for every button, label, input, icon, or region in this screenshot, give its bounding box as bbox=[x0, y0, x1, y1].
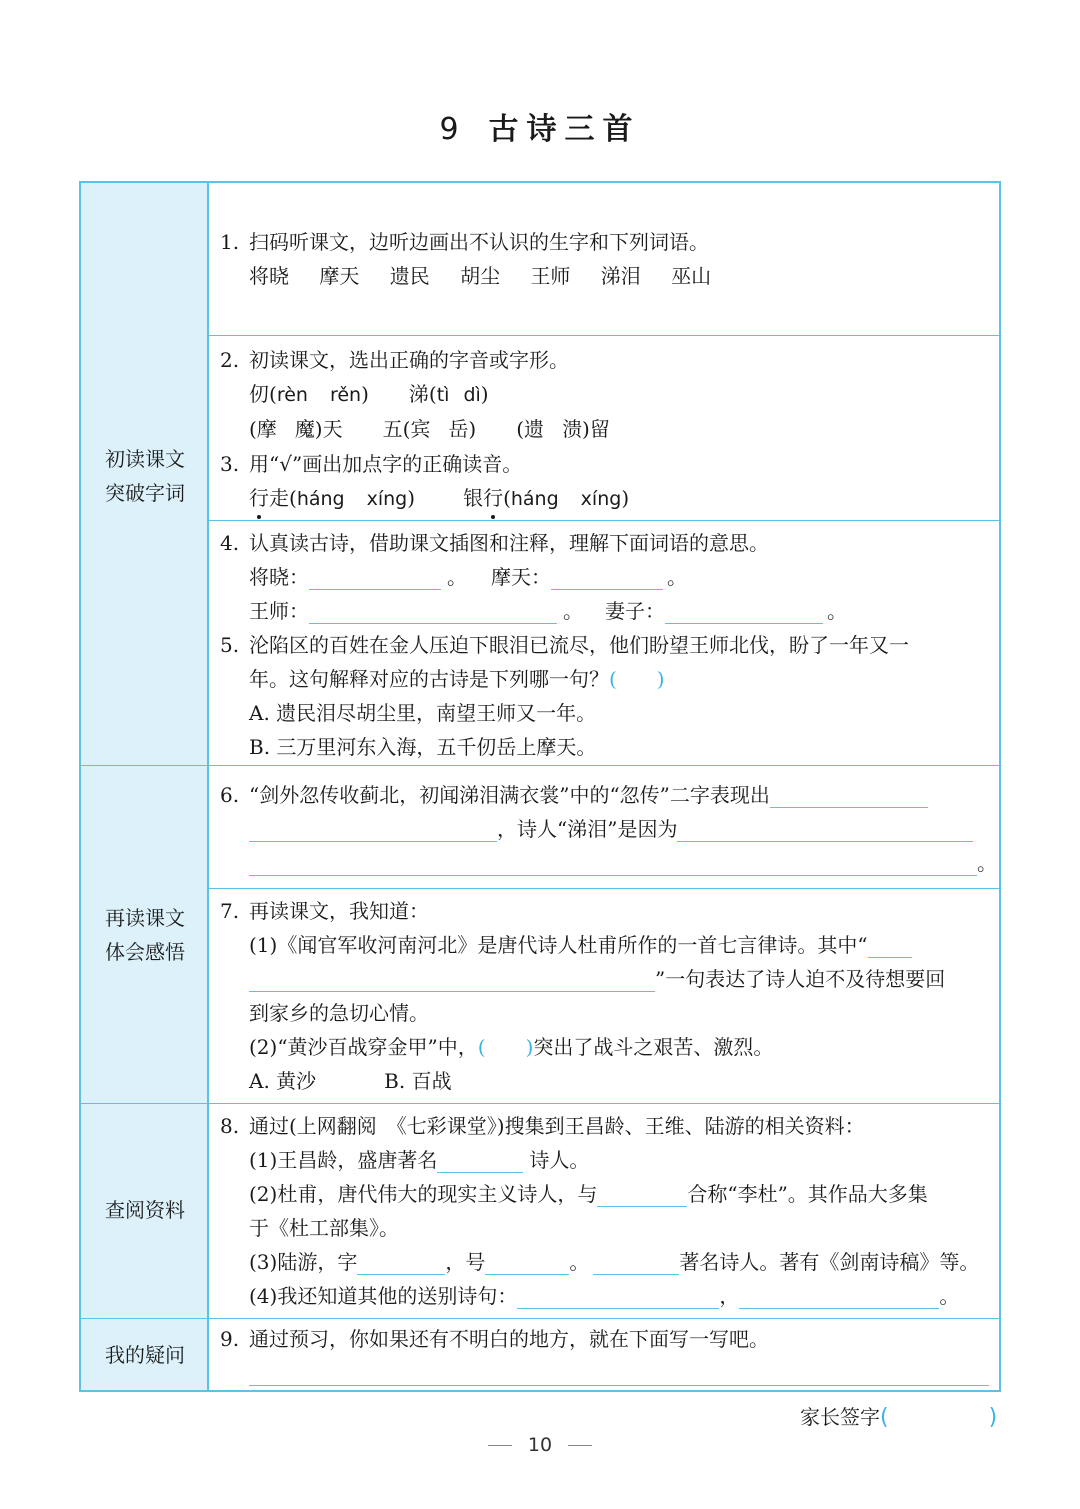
lesson-title: 古诗三首 bbox=[488, 112, 641, 147]
question-6: 6. “剑外忽传收蓟北，初闻涕泪满衣裳”中的“忽传”二字表现出 bbox=[220, 782, 928, 808]
word: 涕泪 bbox=[600, 264, 641, 288]
answer-blank[interactable] bbox=[309, 568, 441, 590]
q4-line-1: 将晓： 。 摩天： 。 bbox=[249, 565, 687, 589]
q5-option-b[interactable]: B. 三万里河东入海，五千仞岳上摩天。 bbox=[249, 735, 597, 759]
answer-blank[interactable] bbox=[437, 1151, 523, 1173]
word: 巫山 bbox=[671, 264, 712, 288]
page-number: 10 bbox=[0, 1434, 1080, 1456]
question-3: 3. 用“√”画出加点字的正确读音。 bbox=[220, 452, 523, 476]
answer-blank[interactable] bbox=[770, 786, 928, 808]
q4-line-2: 王师： 。 妻子： 。 bbox=[249, 599, 847, 623]
q6-line-2: ，诗人“涕泪”是因为 bbox=[249, 816, 973, 842]
divider bbox=[81, 1103, 999, 1104]
q8-part-4: (4)我还知道其他的送别诗句： ， 。 bbox=[249, 1284, 960, 1308]
answer-paren[interactable]: ( ) bbox=[609, 667, 665, 691]
divider bbox=[209, 520, 999, 521]
pinyin-option[interactable]: rěn bbox=[329, 384, 362, 406]
pinyin-option[interactable]: tì bbox=[436, 384, 450, 406]
char-option[interactable]: (摩 bbox=[249, 417, 277, 441]
q8-part-2-cont: 于《杜工部集》。 bbox=[249, 1216, 399, 1240]
q5-option-a[interactable]: A. 遗民泪尽胡尘里，南望王师又一年。 bbox=[249, 701, 597, 725]
word: 摩天 bbox=[319, 264, 360, 288]
q7-part-1-end: 到家乡的急切心情。 bbox=[249, 1001, 429, 1025]
q7-option-a[interactable]: A. 黄沙 bbox=[249, 1069, 317, 1093]
pinyin-option[interactable]: rèn bbox=[276, 384, 308, 406]
divider bbox=[81, 1318, 999, 1319]
answer-blank[interactable] bbox=[249, 970, 655, 992]
q2-character-line bbox=[249, 416, 610, 442]
char-option[interactable]: 溃)留 bbox=[562, 417, 610, 441]
char-option[interactable]: 魔)天 bbox=[294, 417, 343, 441]
q3-pinyin-line: 行走(háng xíng) 银行(háng xíng) bbox=[249, 486, 630, 510]
answer-blank[interactable] bbox=[868, 936, 912, 958]
divider bbox=[568, 1445, 592, 1446]
question-4: 4. 认真读古诗，借助课文插图和注释，理解下面词语的意思。 bbox=[220, 531, 769, 555]
question-8: 8. 通过(上网翻阅 《七彩课堂》)搜集到王昌龄、王维、陆游的相关资料： bbox=[220, 1114, 865, 1138]
pinyin-option[interactable]: xíng bbox=[366, 488, 408, 510]
answer-blank[interactable] bbox=[357, 1253, 445, 1275]
char-option[interactable]: 五(宾 bbox=[382, 417, 431, 441]
section-label-first-read: 初读课文 突破字词 bbox=[105, 447, 185, 505]
q7-part-1: (1)《闻官军收河南河北》是唐代诗人杜甫所作的一首七言律诗。其中“ bbox=[249, 932, 912, 958]
char-option[interactable]: (遗 bbox=[516, 417, 545, 441]
answer-blank[interactable] bbox=[249, 854, 977, 876]
q9-answer-line bbox=[249, 1360, 989, 1386]
pinyin-option[interactable]: dì bbox=[463, 384, 481, 406]
answer-paren[interactable]: ( ) bbox=[477, 1035, 534, 1059]
q2-pinyin-line: 仞(rèn rěn) 涕(tì dì) bbox=[249, 382, 489, 406]
q8-part-1: (1)王昌龄，盛唐著名 诗人。 bbox=[249, 1148, 590, 1172]
q1-word-list bbox=[249, 263, 711, 289]
divider bbox=[209, 888, 999, 889]
char-option[interactable]: 岳) bbox=[448, 417, 477, 441]
q7-part-2: (2)“黄沙百战穿金甲”中，( )突出了战斗之艰苦、激烈。 bbox=[249, 1035, 774, 1059]
answer-blank[interactable] bbox=[597, 1185, 687, 1207]
q7-options bbox=[249, 1068, 452, 1094]
question-1: 1. 扫码听课文，边听边画出不认识的生字和下列词语。 bbox=[220, 230, 709, 254]
q7-part-1-cont: ”一句表达了诗人迫不及待想要回 bbox=[249, 966, 945, 992]
answer-blank[interactable] bbox=[517, 1287, 719, 1309]
lesson-number: 9 bbox=[439, 112, 467, 147]
answer-blank[interactable] bbox=[249, 1364, 989, 1386]
word: 遗民 bbox=[389, 264, 430, 288]
q6-line-3: 。 bbox=[249, 850, 997, 876]
word: 胡尘 bbox=[460, 264, 501, 288]
section-label-reread: 再读课文 体会感悟 bbox=[105, 906, 185, 964]
question-5: 5. 沦陷区的百姓在金人压迫下眼泪已流尽，他们盼望王师北伐，盼了一年又一 bbox=[220, 633, 909, 657]
answer-blank[interactable] bbox=[309, 602, 557, 624]
q7-option-b[interactable]: B. 百战 bbox=[384, 1069, 452, 1093]
divider bbox=[209, 335, 999, 336]
q5-line-2: 年。这句解释对应的古诗是下列哪一句？( ) bbox=[249, 667, 665, 691]
divider bbox=[488, 1445, 512, 1446]
section-label-research: 查阅资料 bbox=[105, 1198, 185, 1222]
pinyin-option[interactable]: háng bbox=[296, 488, 345, 510]
answer-blank[interactable] bbox=[485, 1253, 569, 1275]
answer-blank[interactable] bbox=[593, 1253, 679, 1275]
parent-signature: 家长签字( ) bbox=[800, 1405, 998, 1430]
answer-blank[interactable] bbox=[665, 602, 823, 624]
pinyin-option[interactable]: xíng bbox=[580, 488, 622, 510]
word: 王师 bbox=[530, 264, 571, 288]
answer-blank[interactable] bbox=[551, 568, 663, 590]
section-label-questions: 我的疑问 bbox=[105, 1343, 185, 1367]
q8-part-2: (2)杜甫，唐代伟大的现实主义诗人，与 合称“李杜”。其作品大多集 bbox=[249, 1182, 928, 1206]
question-9: 9. 通过预习，你如果还有不明白的地方，就在下面写一写吧。 bbox=[220, 1327, 769, 1351]
divider bbox=[81, 765, 999, 766]
pinyin-option[interactable]: háng bbox=[510, 488, 559, 510]
answer-blank[interactable] bbox=[677, 820, 973, 842]
q8-part-3: (3)陆游，字 ，号 。 著名诗人。著有《剑南诗稿》等。 bbox=[249, 1250, 980, 1274]
answer-blank[interactable] bbox=[249, 820, 497, 842]
answer-blank[interactable] bbox=[739, 1287, 939, 1309]
question-2: 2. 初读课文，选出正确的字音或字形。 bbox=[220, 348, 569, 372]
page-title bbox=[0, 104, 1080, 148]
question-7: 7. 再读课文，我知道： bbox=[220, 899, 429, 923]
word: 将晓 bbox=[249, 264, 289, 288]
